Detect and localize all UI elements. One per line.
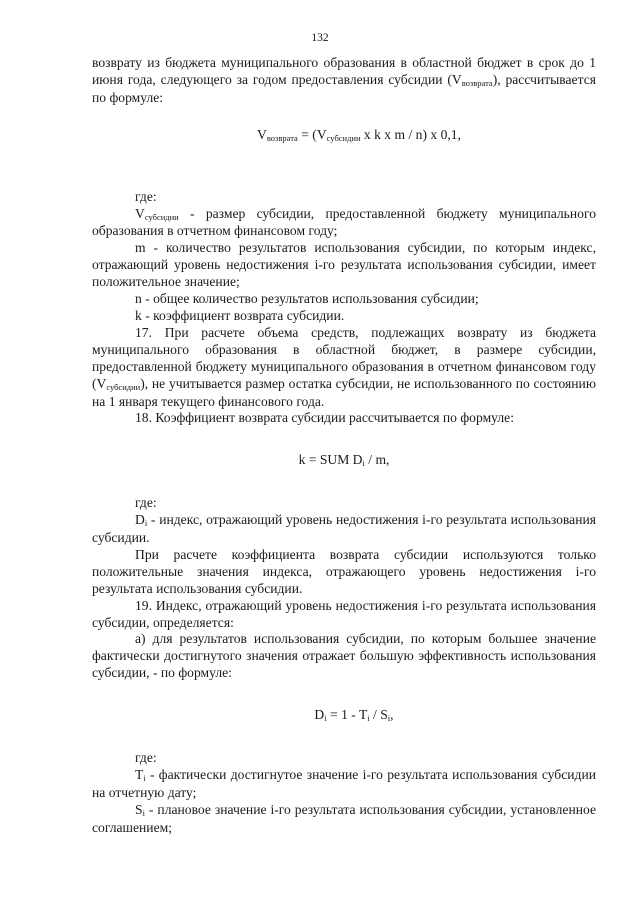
definition-d: Di - индекс, отражающий уровень недостижения i-го результата использования субсидии. [92,512,596,546]
definition-k: k - коэффициент возврата субсидии. [135,307,345,323]
definition-t: Ti - фактически достигнутое значение i-го результата использования субсидии на отчетную дату; [92,767,596,800]
where-label: где: [135,750,157,766]
intro-paragraph: возврату из бюджета муниципального образования в областной бюджет в срок до 1 июня года, следующего за годом предоставления субсидии (Vвозврата), рассчитывается по формуле: [92,55,596,105]
paragraph-positive-values: При расчете коэффициента возврата субсидии используются только положительные значения индекса, отражающего уровень недостижения i-го результата использования субсидии. [92,546,596,596]
page-number: 132 [311,32,329,44]
paragraph-19: 19. Индекс, отражающий уровень недостижения i-го результата использования субсидии, определяется: [92,597,596,630]
where-label: где: [135,188,157,204]
formula-index: Di = 1 - Ti / Si, [314,707,394,724]
formula-return-coefficient: k = SUM Di / m, [298,452,390,469]
formula-return-volume: Vвозврата = (Vсубсидии x k x m / n) x 0,1, [257,126,461,143]
paragraph-19a: а) для результатов использования субсидии, по которым большее значение фактически достигнутого значения отражает большую эффективность использования субсидии, - по формуле: [92,631,596,681]
where-label: где: [135,495,157,511]
definition-s: Si - плановое значение i-го результата использования субсидии, установленное соглашением; [92,801,596,835]
paragraph-18: 18. Коэффициент возврата субсидии рассчитывается по формуле: [135,410,514,426]
definition-n: n - общее количество результатов использования субсидии; [135,291,479,307]
document-body [92,55,596,837]
definition-v: Vсубсидии - размер субсидии, предоставленной бюджету муниципального образования в отчетном финансовом году; [92,205,596,239]
paragraph-17: 17. При расчете объема средств, подлежащих возврату из бюджета муниципального образования в областной бюджет, в размере субсидии, предоставленной бюджету муниципального образования в отчетном финансовом году (Vсубсидии), не учитывается размер остатка субсидии, не использованного по состоянию на 1 января текущего финансового года. [92,324,596,409]
definition-m: m - количество результатов использования субсидии, по которым индекс, отражающий уровень недостижения i-го результата использования субсидии, имеет положительное значение; [92,240,596,290]
